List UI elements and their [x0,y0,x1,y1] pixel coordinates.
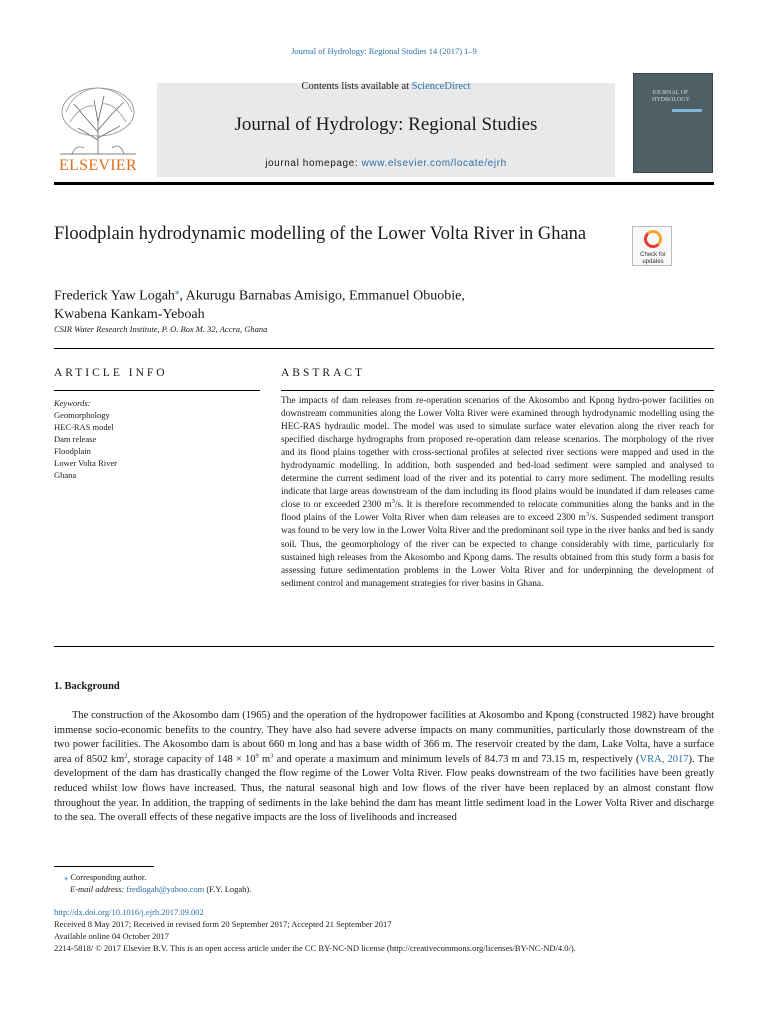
title-divider [54,348,714,349]
cover-title: JOURNAL OF HYDROLOGY [652,90,690,103]
author-affiliation: CSIR Water Research Institute, P. O. Box M. 32, Accra, Ghana [54,324,268,334]
superscript: 2 [124,752,128,760]
doi-link[interactable]: http://dx.doi.org/10.1016/j.ejrh.2017.09.002 [54,907,204,917]
journal-cover-thumbnail[interactable] [633,73,713,173]
contents-availability [157,81,615,92]
corresponding-mark: ⁎ [64,872,69,882]
section-heading-background: 1. Background [54,681,120,692]
header-divider [54,182,714,185]
keywords-block [54,397,117,481]
reference-link[interactable]: VRA, 2017 [639,753,689,765]
article-info-heading: ARTICLE INFO [54,367,168,379]
doi-line [54,907,204,918]
abstract-part: /s. It is therefore recommended to relocate communities along the banks and in the flood plains of the Lower Volta River when dam releases are to exceed 2300 m [281,500,714,524]
check-updates-label [633,252,673,265]
keyword-item: Geomorphology [54,410,110,420]
article-title: Floodplain hydrodynamic modelling of the Lower Volta River in Ghana [54,224,587,244]
article-info-rule [54,390,260,391]
keyword-item: HEC-RAS model [54,422,114,432]
body-text: ). The development of the dam has drastically changed the flow regime of the Lower Volta River. Flow peaks downstream of the two facilities have been greatly reduced whilst low flows have increased. Thus, the natural seasonal high and low flows of the river have been replaced by an almost constant flow throughout the year. In addition, the trapping of sediments in the lake behind the dam has meant little sediment load in the Lower Volta River and discharge to the sea. The overall effects of these negative impacts are the loss of livelihoods and increased [54,753,715,824]
body-text: , storage capacity of 148 × 10 [127,753,256,765]
keyword-item: Ghana [54,470,77,480]
homepage-link[interactable]: www.elsevier.com/locate/ejrh [361,158,507,169]
body-text: and operate a maximum and minimum levels of 84.73 m and 73.15 m, respectively ( [273,753,640,765]
cover-accent-bar [672,109,702,112]
email-link[interactable]: fredlogah@yahoo.com [126,884,205,894]
journal-homepage [157,158,615,169]
author-list [54,282,654,324]
contents-prefix: Contents lists available at [301,81,412,92]
keywords-heading: Keywords: [54,398,91,408]
body-text: m [258,753,271,765]
author-last: Kwabena Kankam-Yeboah [54,306,205,322]
abstract-part: The impacts of dam releases from re-operation scenarios of the Akosombo and Kpong hydro-power facilities on downstream communities along the Lower Volta River were examined through hydrodynamic modelling using the HEC-RAS hydraulic model. The model was used to simulate surface water elevation along the river reach for specified discharge hydrographs from proposed re-operation dam release scenarios. The morphology of the river and its flood plains together with cross-sectional profiles at selected river sections were mapped and used in the hydrodynamic modelling. In addition, both suspended and bed-load sediment were sampled and analysed to determine the current sediment load of the river and its potential to carry more sediment. The modelling results indicate that large areas downstream of the dam including its flood plains would be inundated if dam releases came close to or exceeded 2300 m [281,396,714,511]
homepage-prefix: journal homepage: [265,158,362,169]
footnote-rule [54,866,154,867]
journal-title: Journal of Hydrology: Regional Studies [234,114,538,135]
keyword-item: Floodplain [54,446,91,456]
license-statement: 2214-5818/ © 2017 Elsevier B.V. This is an open access article under the CC BY-NC-ND license (http://creativecommons.org/licenses/BY-NC-ND/4.0/). [54,943,576,953]
check-updates-line1: Check for [640,252,666,258]
received-dates: Received 8 May 2017; Received in revised form 20 September 2017; Accepted 21 September 2017 [54,919,392,929]
check-updates-icon [644,230,662,248]
email-suffix: (F.Y. Logah). [204,884,252,894]
corresponding-author-mark[interactable]: ⁎ [174,286,180,296]
sciencedirect-link[interactable]: ScienceDirect [411,81,471,92]
body-text: The construction of the Akosombo dam (1965) and the operation of the hydropower facilities at Akosombo and Kpong (constructed 1982) have brought immense socio-economic benefits to the country. They have also had severe adverse impacts on many communities, particularly those downstream of the two power facilities. The Akosombo dam is about 660 m long and has a base width of 366 m. The reservoir created by the dam, Lake Volta, have a surface area of 8502 km [54,710,714,765]
superscript: 3 [391,498,395,506]
keyword-item: Dam release [54,434,97,444]
superscript: 3 [585,511,590,519]
keyword-item: Lower Volta River [54,458,117,468]
author-others: , Akurugu Barnabas Amisigo, Emmanuel Obuobie, [179,288,465,304]
abstract-heading: ABSTRACT [281,367,366,379]
check-for-updates-badge[interactable] [632,226,672,266]
available-online: Available online 04 October 2017 [54,931,170,941]
abstract-divider [54,646,714,647]
superscript: 3 [270,752,274,760]
author-corresponding[interactable]: Frederick Yaw Logah [54,288,175,304]
abstract-part: /s. Suspended sediment transport was found to be very low in the Lower Volta River and the predominant soil type in the river banks and bed is sandy soil. Thus, the geomorphology of the river can be expected to change considerably with time, particularly for sustained high releases from the Akosombo and Kpong dams. The results obtained from this study form a basis for assessing future sedimentation problems in the Lower Volta River and for underpinning the development of sediment control and management strategies for river basins in Ghana. [281,513,714,589]
abstract-text [281,395,714,591]
body-paragraph [54,709,714,826]
superscript: 9 [255,752,259,760]
email-label: E-mail address: [70,884,125,894]
journal-citation[interactable]: Journal of Hydrology: Regional Studies 14 (2017) 1–9 [291,46,477,56]
corresponding-author-note [64,872,146,883]
elsevier-wordmark: ELSEVIER [59,157,137,174]
abstract-rule [281,390,714,391]
check-updates-line2: updates [642,258,664,265]
corresponding-text: Corresponding author. [68,872,147,882]
email-note [70,884,251,895]
